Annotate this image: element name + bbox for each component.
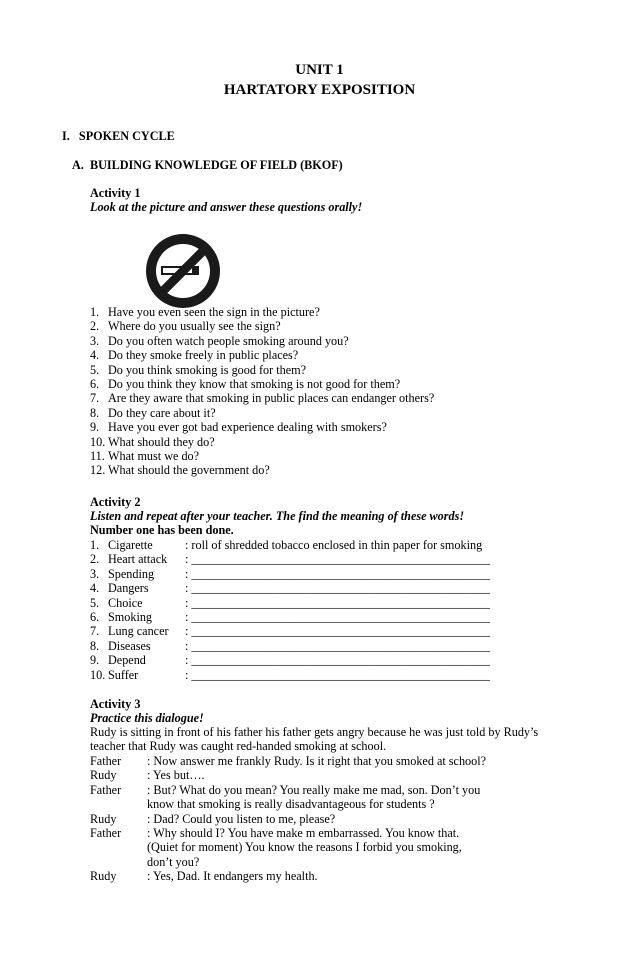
word: Smoking	[108, 609, 153, 624]
activity1-title: Activity 1	[90, 186, 141, 200]
word: Depend	[108, 653, 146, 668]
list-item	[90, 348, 434, 362]
activity2-note: Number one has been done.	[90, 523, 234, 537]
word: Choice	[108, 595, 143, 610]
question-text: Do you often watch people smoking around you?	[108, 333, 349, 348]
word: Suffer	[108, 667, 139, 682]
list-item	[90, 449, 434, 463]
no-smoking-sign-icon	[146, 234, 220, 308]
utterance: : Yes, Dad. It endangers my health.	[147, 869, 318, 884]
dialogue-line	[90, 754, 486, 768]
speaker: Rudy	[90, 811, 117, 826]
utterance: : Dad? Could you listen to me, please?	[147, 811, 336, 826]
dialogue-line	[90, 783, 486, 812]
list-item	[90, 463, 434, 477]
list-item	[90, 377, 434, 391]
question-text: Do they smoke freely in public places?	[108, 348, 299, 363]
activity3-title: Activity 3	[90, 697, 141, 711]
word-number: 7.	[90, 624, 100, 639]
definition-blank: : _________________________________________________	[185, 552, 491, 567]
question-text: What should the government do?	[108, 463, 270, 478]
dialogue-line	[90, 768, 486, 782]
word: Heart attack	[108, 552, 168, 567]
list-item	[90, 391, 434, 405]
list-item	[90, 305, 434, 319]
word-number: 10.	[90, 667, 106, 682]
question-number: 2.	[90, 319, 100, 334]
word-definition: : roll of shredded tobacco enclosed in thin paper for smoking	[185, 538, 483, 552]
definition-blank: : _________________________________________________	[185, 624, 491, 639]
utterance: : Now answer me frankly Rudy. Is it right that you smoked at school?	[147, 754, 487, 768]
dialogue-line	[90, 826, 486, 869]
word-number: 1.	[90, 538, 100, 552]
activity1-instruction: Look at the picture and answer these questions orally!	[90, 200, 363, 214]
question-text: Have you ever got bad experience dealing with smokers?	[108, 420, 387, 435]
definition-blank: : _________________________________________________	[185, 667, 491, 682]
question-number: 7.	[90, 391, 100, 406]
activity2-title: Activity 2	[90, 495, 141, 509]
word-number: 5.	[90, 595, 100, 610]
word: Lung cancer	[108, 624, 169, 639]
section-heading: I. SPOKEN CYCLE	[62, 129, 175, 143]
word-number: 8.	[90, 638, 100, 653]
list-item	[90, 435, 434, 449]
question-number: 5.	[90, 362, 100, 377]
question-text: Where do you usually see the sign?	[108, 319, 281, 334]
question-number: 12.	[90, 463, 106, 478]
subsection-heading: A. BUILDING KNOWLEDGE OF FIELD (BKOF)	[72, 158, 343, 172]
speaker: Father	[90, 754, 122, 768]
speaker: Rudy	[90, 768, 117, 783]
question-number: 4.	[90, 348, 100, 363]
question-number: 1.	[90, 305, 100, 319]
activity1-questions	[90, 305, 434, 478]
dialogue	[90, 754, 486, 884]
question-text: Do you think they know that smoking is not good for them?	[108, 376, 401, 391]
definition-blank: : _________________________________________________	[185, 566, 491, 581]
unit-label: UNIT 1	[295, 62, 344, 78]
question-text: Do they care about it?	[108, 405, 216, 420]
question-text: Have you even seen the sign in the picture?	[108, 305, 320, 319]
word-number: 3.	[90, 566, 100, 581]
activity2-instruction: Listen and repeat after your teacher. The find the meaning of these words!	[90, 509, 465, 523]
speaker: Father	[90, 782, 122, 797]
dialogue-line	[90, 812, 486, 826]
dialogue-intro: Rudy is sitting in front of his father his father gets angry because he was just told by Rudy’s	[90, 725, 539, 739]
definition-blank: : _________________________________________________	[185, 638, 491, 653]
speaker: Rudy	[90, 869, 117, 884]
word: Cigarette	[108, 538, 153, 552]
speaker: Father	[90, 826, 122, 841]
word-number: 9.	[90, 653, 100, 668]
list-item	[90, 363, 434, 377]
list-item	[90, 319, 434, 333]
question-number: 11.	[90, 448, 105, 463]
list-item	[90, 406, 434, 420]
definition-blank: : _________________________________________________	[185, 653, 491, 668]
utterance: : But? What do you mean? You really make me mad, son. Don’t you know that smoking is really disadvantageous for students ?	[147, 782, 481, 812]
dialogue-intro-cont: teacher that Rudy was caught red-handed smoking at school.	[90, 739, 387, 753]
question-text: What should they do?	[108, 434, 215, 449]
question-number: 8.	[90, 405, 100, 420]
list-item	[90, 420, 434, 434]
word: Spending	[108, 566, 155, 581]
page-title: HARTATORY EXPOSITION	[223, 82, 416, 98]
word-number: 6.	[90, 609, 100, 624]
question-text: Do you think smoking is good for them?	[108, 362, 307, 377]
question-text: Are they aware that smoking in public places can endanger others?	[108, 391, 435, 406]
definition-blank: : _________________________________________________	[185, 581, 491, 596]
question-number: 6.	[90, 376, 100, 391]
word-number: 4.	[90, 581, 100, 596]
definition-blank: : _________________________________________________	[185, 609, 491, 624]
list-item	[90, 334, 434, 348]
activity3-instruction: Practice this dialogue!	[90, 711, 204, 725]
question-text: What must we do?	[108, 448, 200, 463]
word: Diseases	[108, 638, 151, 653]
definition-blank: : _________________________________________________	[185, 595, 491, 610]
word: Dangers	[108, 581, 149, 596]
utterance: : Yes but….	[147, 768, 205, 783]
dialogue-line	[90, 869, 486, 883]
question-number: 3.	[90, 333, 100, 348]
question-number: 9.	[90, 420, 100, 435]
word-number: 2.	[90, 552, 100, 567]
question-number: 10.	[90, 434, 106, 449]
utterance: : Why should I? You have make m embarrassed. You know that. (Quiet for moment) You know the reasons I forbid you smoking, don’t you?	[147, 826, 462, 869]
